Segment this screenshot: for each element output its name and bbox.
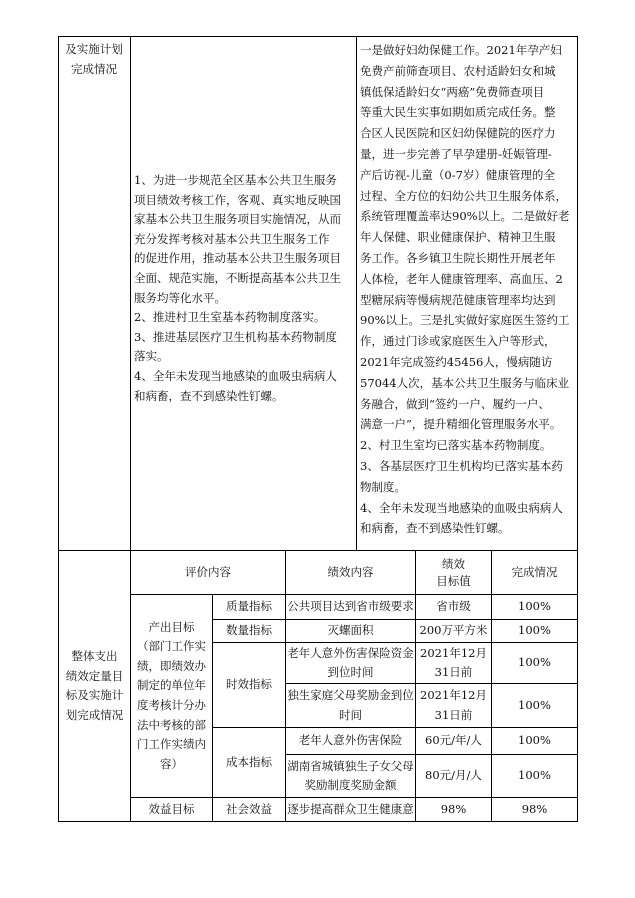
header-target-line: 绩效 bbox=[442, 556, 465, 571]
text-line: 57044人次，基本公共卫生服务与临床业 bbox=[360, 375, 570, 390]
text-line: 满意一户”，提升精细化管理服务水平。 bbox=[360, 417, 562, 432]
text-line: 和病畜，查不到感染性钉螺。 bbox=[360, 521, 510, 536]
row-done: 100% bbox=[518, 733, 551, 748]
output-goal bbox=[131, 595, 212, 797]
row-content-line: 时间 bbox=[339, 707, 362, 722]
text-line: 2、推进村卫生室基本药物制度落实。 bbox=[134, 310, 326, 325]
row-target-line: 31日前 bbox=[434, 665, 473, 679]
label-line: 标及实施计 bbox=[65, 688, 124, 702]
text-line: 一是做好妇幼保健工作。2021年孕产妇 bbox=[360, 43, 562, 57]
text-line: 4、全年未发现当地感染的血吸虫病病人 bbox=[360, 500, 563, 515]
row-content bbox=[286, 643, 415, 683]
text-line: 免费产前筛查项目、农村适龄妇女和城 bbox=[360, 63, 556, 78]
text-line: 90%以上。三是扎实做好家庭医生签约工 bbox=[360, 313, 570, 328]
row-content bbox=[286, 755, 415, 797]
text-line: 过程、全方位的妇幼公共卫生服务体系， bbox=[360, 188, 567, 203]
text-line: 的促进作用，推动基本公共卫生服务项目 bbox=[134, 251, 341, 266]
label-line: 及实施计划 bbox=[65, 42, 123, 56]
text-line: 充分发挥考核对基本公共卫生服务工作 bbox=[134, 231, 330, 246]
row-content: 老年人意外伤害保险 bbox=[298, 733, 403, 748]
row-target: 200万平方米 bbox=[419, 623, 488, 638]
row-target bbox=[416, 684, 491, 727]
section1-label bbox=[60, 40, 128, 79]
row-target bbox=[416, 643, 491, 683]
text-line: 系统管理覆盖率达90%以上。二是做好老 bbox=[360, 209, 570, 224]
right-result-text bbox=[360, 40, 576, 539]
header-eval: 评价内容 bbox=[185, 564, 231, 579]
indicator-time: 时效指标 bbox=[226, 677, 272, 692]
row-content-line: 到位时间 bbox=[327, 665, 374, 679]
output-goal-line: 绩，即绩效办 bbox=[137, 658, 206, 673]
text-line: 2021年完成签约45456人，慢病随访 bbox=[360, 354, 553, 369]
row-target: 省市级 bbox=[436, 599, 471, 614]
left-plan-text bbox=[134, 171, 356, 406]
text-line: 型糖尿病等慢病规范健康管理率均达到 bbox=[360, 292, 556, 307]
row-done: 100% bbox=[518, 768, 551, 783]
text-line: 4、全年未发现当地感染的血吸虫病病人 bbox=[134, 368, 337, 383]
indicator-quantity: 数量指标 bbox=[226, 623, 272, 638]
text-line: 镇低保适龄妇女“两癌”免费筛查项目 bbox=[360, 84, 545, 99]
row-content-line: 独生家庭父母奖励金到位 bbox=[287, 688, 414, 702]
row-target-line: 31日前 bbox=[434, 707, 473, 722]
text-line: 务融合，做到“签约一户、履约一户、 bbox=[360, 396, 550, 411]
output-goal-line: 制定的单位年 bbox=[137, 678, 206, 693]
row-done: 100% bbox=[518, 697, 551, 712]
header-perf: 绩效内容 bbox=[327, 564, 374, 579]
label-line: 绩效定量目 bbox=[65, 668, 124, 683]
output-goal-line: 门工作实绩内 bbox=[137, 737, 206, 752]
row-target-line: 2021年12月 bbox=[420, 688, 487, 702]
row-target: 80元/月/人 bbox=[425, 768, 482, 783]
row-content: 灭螺面积 bbox=[327, 623, 374, 638]
benefit-done: 98% bbox=[521, 801, 548, 816]
row-target-line: 2021年12月 bbox=[420, 645, 487, 660]
row-done: 100% bbox=[518, 623, 551, 638]
header-target bbox=[416, 551, 491, 594]
row-content-line: 湖南省城镇独生子女父母 bbox=[287, 758, 414, 773]
text-line: 量，进一步完善了早孕建册-妊娠管理- bbox=[360, 146, 552, 161]
output-goal-line: 法中考核的部 bbox=[137, 717, 206, 732]
text-line: 1、为进一步规范全区基本公共卫生服务 bbox=[134, 173, 337, 187]
indicator-cost: 成本指标 bbox=[226, 754, 272, 769]
text-line: 3、推进基层医疗卫生机构基本药物制度 bbox=[134, 329, 337, 344]
row-content: 公共项目达到省市级要求 bbox=[287, 599, 414, 614]
row-target: 60元/年/人 bbox=[425, 733, 482, 748]
output-goal-line: 容） bbox=[160, 756, 183, 771]
text-line: 家基本公共卫生服务项目实施情况，从而 bbox=[134, 212, 341, 227]
text-line: 等重大民生实事如期如质完成任务。整 bbox=[360, 105, 556, 120]
label-line: 整体支出 bbox=[71, 649, 118, 663]
section2-label bbox=[59, 551, 130, 821]
text-line: 2、村卫生室均已落实基本药物制度。 bbox=[360, 438, 552, 453]
text-line: 作，通过门诊或家庭医生入户等形式， bbox=[360, 334, 556, 349]
text-line: 项目绩效考核工作，客观、真实地反映国 bbox=[134, 192, 341, 207]
text-line: 务工作。各乡镇卫生院长期性开展老年 bbox=[360, 250, 556, 265]
output-goal-line: 度考核计分办 bbox=[137, 698, 206, 712]
text-line: 3、各基层医疗卫生机构均已落实基本药 bbox=[360, 458, 563, 473]
benefit-content: 逐步提高群众卫生健康意 bbox=[287, 801, 414, 816]
text-line: 合区人民医院和区妇幼保健院的医疗力 bbox=[360, 126, 556, 141]
row-done: 100% bbox=[518, 599, 551, 614]
benefit-target: 98% bbox=[440, 801, 467, 816]
label-line: 完成情况 bbox=[71, 61, 117, 76]
row-content bbox=[286, 684, 415, 727]
indicator-quality: 质量指标 bbox=[226, 599, 272, 614]
header-done: 完成情况 bbox=[511, 564, 558, 579]
row-done: 100% bbox=[518, 655, 551, 670]
text-line: 全面、规范实施，不断提高基本公共卫生 bbox=[134, 270, 341, 285]
text-line: 服务均等化水平。 bbox=[134, 290, 226, 305]
label-line: 划完成情况 bbox=[65, 707, 124, 722]
header-target-line: 目标值 bbox=[436, 573, 471, 588]
output-goal-line: （部门工作实 bbox=[137, 639, 206, 654]
benefit-goal: 效益目标 bbox=[148, 801, 195, 816]
text-line: 产后访视-儿童（0-7岁）健康管理的全 bbox=[360, 167, 555, 182]
text-line: 落实。 bbox=[134, 349, 169, 364]
benefit-indicator: 社会效益 bbox=[226, 801, 272, 816]
text-line: 物制度。 bbox=[360, 479, 406, 494]
output-goal-line: 产出目标 bbox=[148, 619, 195, 634]
text-line: 人体检，老年人健康管理率、高血压、2 bbox=[360, 271, 563, 286]
text-line: 年人保健、职业健康保护、精神卫生服 bbox=[360, 230, 556, 245]
row-content-line: 奖励制度奖励金额 bbox=[304, 778, 397, 792]
text-line: 和病畜，查不到感染性钉螺。 bbox=[134, 388, 284, 403]
row-content-line: 老年人意外伤害保险资金 bbox=[287, 645, 414, 660]
